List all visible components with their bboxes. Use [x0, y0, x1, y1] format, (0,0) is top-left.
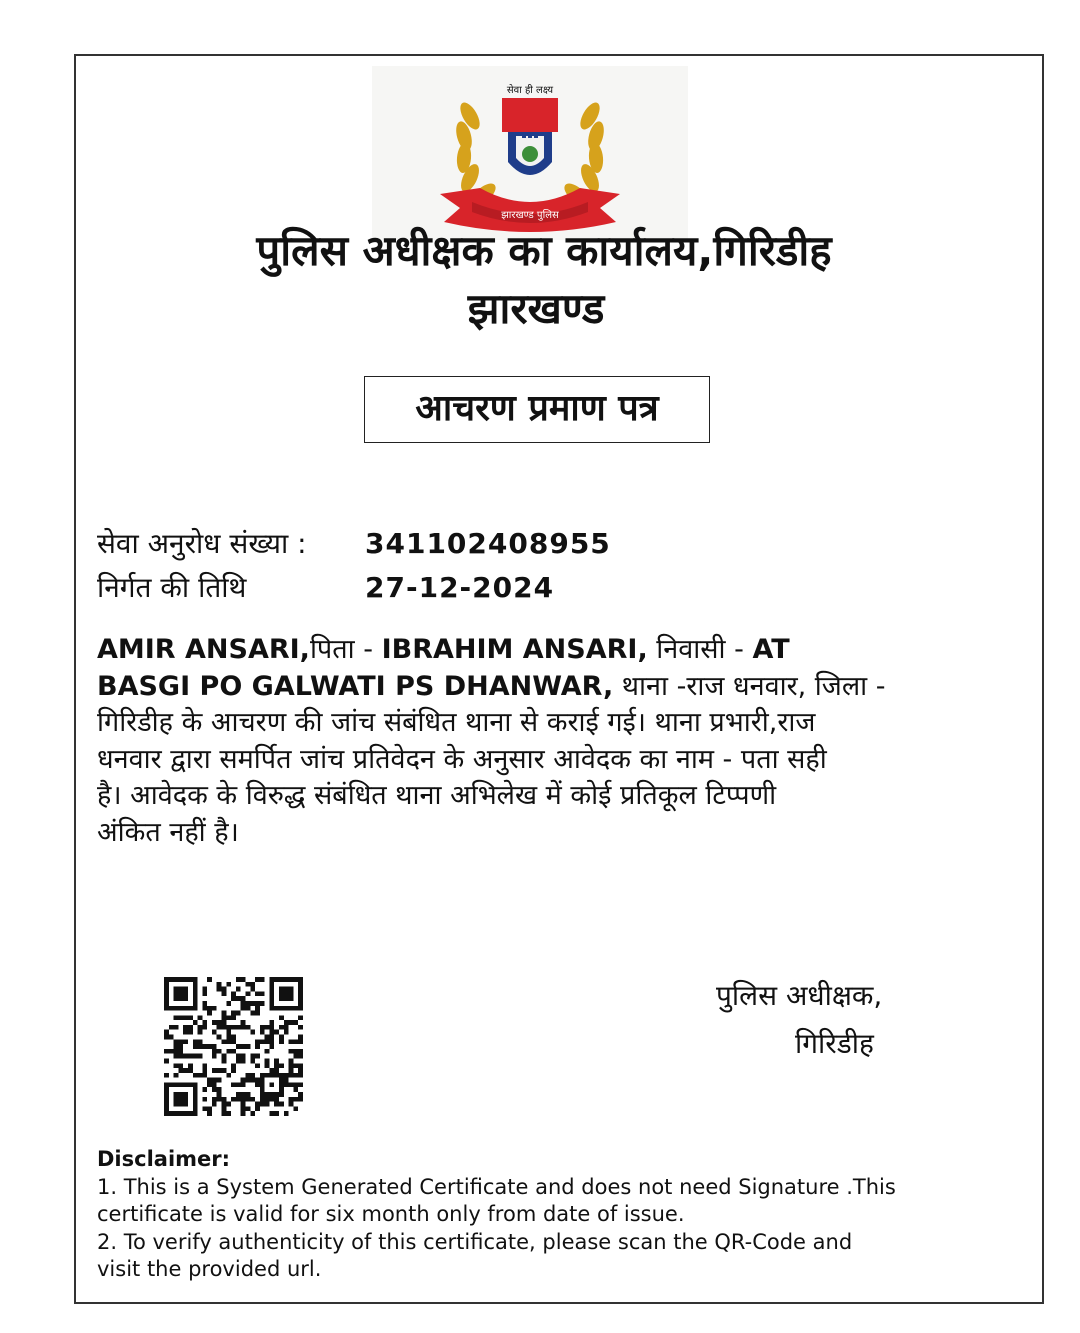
certificate-body: [97, 632, 1027, 851]
applicant-name: AMIR ANSARI,: [97, 634, 310, 665]
disclaimer: [97, 1146, 1017, 1284]
service-request-row: [97, 524, 611, 564]
disclaimer-line: 1. This is a System Generated Certificate and does not need Signature .This: [97, 1174, 896, 1199]
certificate-title: आचरण प्रमाण पत्र: [364, 376, 710, 443]
service-request-number: 341102408955: [365, 527, 611, 560]
address-part-2: BASGI PO GALWATI PS DHANWAR,: [97, 670, 614, 702]
disclaimer-line: visit the provided url.: [97, 1257, 322, 1281]
emblem-ribbon-text: झारखण्ड पुलिस: [501, 210, 559, 221]
address-part-1: AT: [752, 634, 790, 665]
issue-date-label: निर्गत की तिथि: [97, 571, 247, 604]
body-line: है। आवेदक के विरुद्ध संबंधित थाना अभिलेख में कोई प्रतिकूल टिप्पणी: [97, 780, 777, 811]
disclaimer-line: 2. To verify authenticity of this certificate, please scan the QR-Code and: [97, 1229, 853, 1254]
state-title: झारखण्ड: [467, 284, 605, 333]
father-name: IBRAHIM ANSARI,: [381, 634, 648, 665]
body-line: धनवार द्वारा समर्पित जांच प्रतिवेदन के अनुसार आवेदक का नाम - पता सही: [97, 743, 827, 775]
office-title: पुलिस अधीक्षक का कार्यालय,गिरिडीह: [256, 226, 832, 275]
signatory-designation: पुलिस अधीक्षक,: [716, 979, 883, 1012]
issue-date-row: [97, 568, 554, 608]
body-line: गिरिडीह के आचरण की जांच संबंधित थाना से कराई गई। थाना प्रभारी,राज: [97, 707, 816, 738]
body-line: अंकित नहीं है।: [97, 816, 239, 848]
verification-qr-code[interactable]: [163, 977, 304, 1116]
signatory-district: गिरिडीह: [795, 1027, 874, 1060]
body-line: BASGI PO GALWATI PS DHANWAR, थाना -राज धनवार, जिला -: [97, 670, 886, 702]
issue-date-value: 27-12-2024: [365, 571, 555, 604]
disclaimer-heading: Disclaimer:: [97, 1147, 231, 1171]
body-line: AMIR ANSARI,पिता - IBRAHIM ANSARI, निवासी - AT: [97, 634, 790, 665]
jharkhand-police-emblem: [372, 66, 688, 240]
emblem-motto: सेवा ही लक्ष्य: [506, 85, 554, 96]
disclaimer-line: certificate is valid for six month only from date of issue.: [97, 1202, 685, 1226]
service-request-label: सेवा अनुरोध संख्या :: [97, 527, 307, 560]
